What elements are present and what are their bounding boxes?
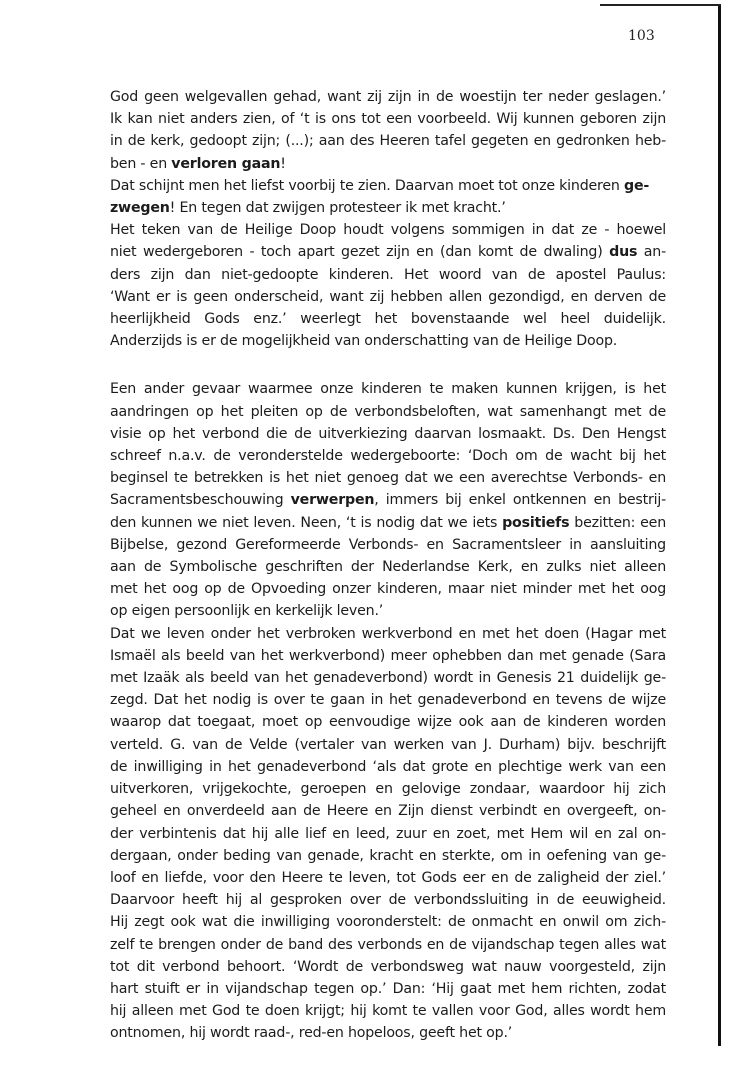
text-line: met Izaäk als beeld van het genadeverbond) wordt in Genesis 21 duidelijk ge- — [110, 670, 666, 687]
text-run: , immers bij enkel ontkennen en bestrij- — [374, 492, 667, 509]
text-line — [110, 512, 666, 534]
text-line: ders zijn dan niet-gedoopte kinderen. Het woord van de apostel Paulus: — [110, 266, 666, 283]
text-line: zegd. Dat het nodig is over te gaan in het genadeverbond en tevens de wijze — [110, 692, 666, 709]
text-line: dergaan, onder beding van genade, kracht en sterkte, om in oefening van ge- — [110, 847, 666, 864]
text-line: Dat we leven onder het verbroken werkverbond en met het doen (Hagar met — [110, 625, 666, 642]
text-line: ‘Want er is geen onderscheid, want zij hebben allen gezondigd, en derven de — [110, 288, 666, 305]
text-line: met het oog op de Opvoeding onzer kinderen, maar niet minder met het oog — [110, 581, 666, 598]
text-line: God geen welgevallen gehad, want zij zijn in de woestijn ter neder geslagen.’ — [110, 89, 666, 105]
text-line: schreef n.a.v. de veronderstelde wedergeboorte: ‘Doch om de wacht bij het — [110, 448, 666, 465]
text-run: ! — [280, 155, 286, 172]
bold-phrase: positiefs — [502, 514, 570, 531]
text-line: tot dit verbond behoort. ‘Wordt de verbondsweg wat nauw voorgesteld, zijn — [110, 958, 666, 975]
text-run: den kunnen we niet leven. Neen, ‘t is nodig dat we iets — [110, 514, 503, 531]
text-line: Ismaël als beeld van het werkverbond) meer ophebben dan met genade (Sara — [110, 647, 666, 664]
text-line: waarop dat toegaat, moet op eenvoudige wijze ook aan de kinderen worden — [110, 714, 666, 731]
text-line — [110, 197, 666, 219]
text-line — [110, 489, 666, 511]
bold-phrase: ge- — [624, 177, 650, 194]
text-line: aan de Symbolische geschriften der Nederlandse Kerk, en zulks niet alleen — [110, 559, 666, 576]
text-line: hart stuift er in vijandschap tegen op.’ Dan: ‘Hij gaat met hem richten, zodat — [110, 980, 666, 997]
text-run: Sacramentsbeschouwing — [110, 492, 291, 509]
text-line: zelf te brengen onder de band des verbonds en de vijandschap tegen alles wat — [110, 936, 666, 953]
text-line: Het teken van de Heilige Doop houdt volgens sommigen in dat ze - hoewel — [110, 222, 666, 239]
text-run: bezitten: een — [569, 514, 667, 531]
page-number: 103 — [628, 28, 655, 44]
text-line: beginsel te betrekken is het niet genoeg dat we een averechtse Verbonds- en — [110, 470, 666, 487]
text-run: ben - en — [110, 155, 172, 172]
scan-top-edge — [600, 4, 721, 6]
paragraph-1 — [110, 86, 666, 352]
text-line: Anderzijds is er de mogelijkheid van onderschatting van de Heilige Doop. — [110, 333, 618, 350]
scan-right-edge — [718, 6, 721, 1046]
text-run: ! En tegen dat zwijgen protesteer ik met kracht.’ — [169, 200, 506, 217]
bold-phrase: zwegen — [110, 200, 170, 217]
text-line: hij alleen met God te doen krijgt; hij komt te vallen voor God, alles wordt hem — [110, 1003, 666, 1020]
text-line: de inwilliging in het genadeverbond ‘als dat grote en plechtige werk van een — [110, 758, 666, 775]
text-line — [110, 241, 666, 263]
text-line: geheel en onverdeeld aan de Heere en Zijn dienst verbindt en overgeeft, on- — [110, 803, 666, 820]
text-line: Een ander gevaar waarmee onze kinderen te maken kunnen krijgen, is het — [110, 381, 666, 398]
text-line: Hij zegt ook wat die inwilliging vooronderstelt: de onmacht en onwil om zich- — [110, 914, 666, 931]
paragraph-3 — [110, 623, 666, 1045]
text-line: uitverkoren, vrijgekochte, geroepen en gelovige zondaar, waardoor hij zich — [110, 781, 666, 798]
bold-phrase: verwerpen — [290, 492, 375, 509]
bold-phrase: verloren gaan — [171, 155, 281, 172]
paragraph-gap — [110, 352, 666, 378]
text-line — [110, 175, 666, 197]
text-line: der verbintenis dat hij alle lief en leed, zuur en zoet, met Hem wil en zal on- — [110, 825, 666, 842]
paragraph-2 — [110, 378, 666, 622]
text-run: Dat schijnt men het liefst voorbij te zien. Daarvan moet tot onze kinderen — [110, 177, 625, 194]
text-run: an- — [637, 244, 666, 261]
text-line: Bijbelse, gezond Gereformeerde Verbonds- en Sacramentsleer in aansluiting — [110, 536, 666, 553]
text-line: visie op het verbond die de uitverkiezing daarvan losmaakt. Ds. Den Hengst — [110, 425, 666, 442]
text-line — [110, 153, 666, 175]
text-line: ontnomen, hij wordt raad-, red-en hopeloos, geeft het op.’ — [110, 1025, 513, 1042]
text-line: aandringen op het pleiten op de verbondsbeloften, wat samenhangt met de — [110, 403, 666, 420]
text-line: verteld. G. van de Velde (vertaler van werken van J. Durham) bijv. beschrijft — [110, 736, 666, 753]
text-line: Daarvoor heeft hij al gesproken over de verbondssluiting in de eeuwigheid. — [110, 892, 666, 909]
text-line: loof en liefde, voor den Heere te leven, tot Gods eer en de zaligheid der ziel.’ — [110, 869, 666, 886]
text-line: in de kerk, gedoopt zijn; (...); aan des Heeren tafel gegeten en gedronken heb- — [110, 133, 666, 150]
text-line: op eigen persoonlijk en kerkelijk leven.’ — [110, 603, 384, 620]
page-body — [110, 86, 666, 1045]
bold-phrase: dus — [609, 244, 638, 261]
text-line: heerlijkheid Gods enz.’ weerlegt het bovenstaande wel heel duidelijk. — [110, 311, 666, 328]
text-run: niet wedergeboren - toch apart gezet zijn en (dan komt de dwaling) — [110, 244, 610, 261]
text-line: Ik kan niet anders zien, of ‘t is ons tot een voorbeeld. Wij kunnen geboren zijn — [110, 111, 666, 128]
